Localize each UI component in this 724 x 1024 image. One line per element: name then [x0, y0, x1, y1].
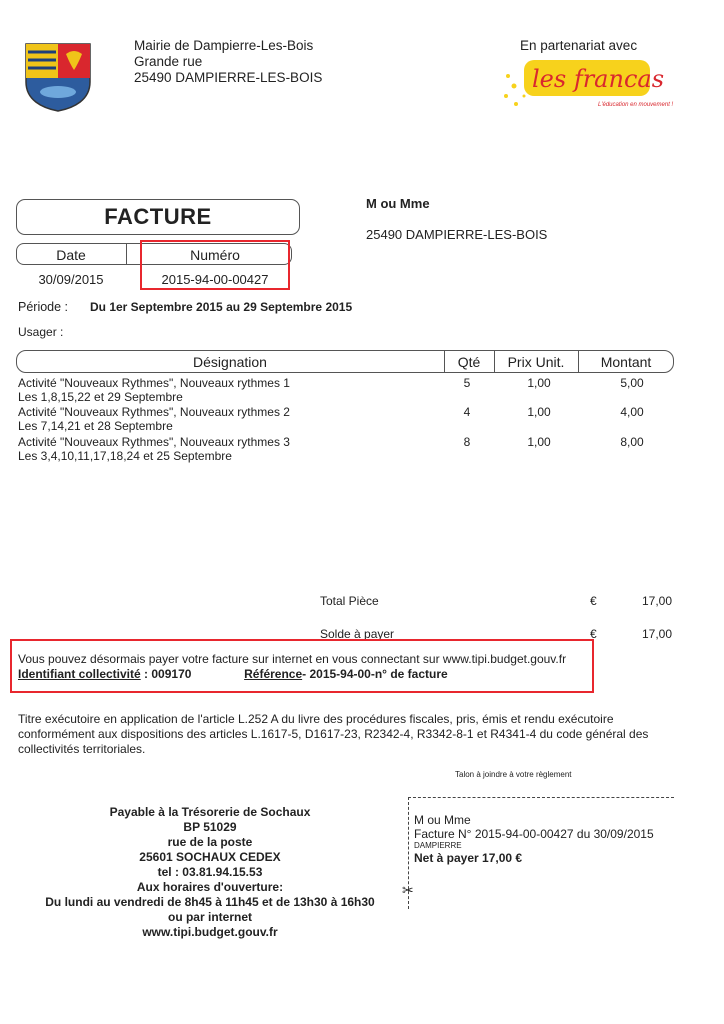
reference-value: - 2015-94-00-n° de facture [302, 667, 448, 681]
recipient-city: 25490 DAMPIERRE-LES-BOIS [366, 227, 548, 242]
total-value: 17,00 [641, 594, 672, 608]
number-label: Numéro [190, 247, 240, 263]
total-label: Total Pièce [320, 594, 379, 608]
invoice-date: 30/09/2015 [38, 272, 104, 287]
header-divider [126, 243, 127, 265]
collectivity-id-line [18, 667, 448, 681]
column-header-amount: Montant [600, 354, 652, 370]
row-qty: 4 [463, 405, 471, 419]
row-detail: Les 7,14,21 et 28 Septembre [18, 419, 173, 433]
sender-name: Mairie de Dampierre-Les-Bois [134, 38, 314, 53]
row-detail: Les 3,4,10,11,17,18,24 et 25 Septembre [18, 449, 232, 463]
online-payment-text: Vous pouvez désormais payer votre facture sur internet en vous connectant sur www.tipi.budget.gouv.fr [18, 652, 567, 666]
invoice-title: FACTURE [16, 199, 300, 235]
sender-address [134, 38, 322, 86]
balance-value: 17,00 [641, 627, 672, 641]
row-amount: 8,00 [620, 435, 644, 449]
partner-caption: En partenariat avec [520, 38, 638, 53]
balance-label: Solde à payer [320, 627, 395, 641]
invoice-number: 2015-94-00-00427 [161, 272, 269, 287]
payment-address [40, 805, 380, 940]
svg-text:les francas: les francas [532, 65, 665, 93]
row-unit-price: 1,00 [527, 435, 551, 449]
row-unit-price: 1,00 [527, 405, 551, 419]
table-row [18, 405, 290, 433]
payment-line: Payable à la Trésorerie de Sochaux [109, 805, 311, 819]
talon-caption: Talon à joindre à votre règlement [455, 770, 572, 779]
date-label: Date [56, 247, 86, 263]
collectivity-id-value: : 009170 [140, 667, 192, 681]
total-currency: € [590, 594, 597, 608]
payment-line: rue de la poste [167, 835, 253, 849]
usager-label: Usager : [18, 325, 64, 339]
invoice-number-highlight [140, 240, 290, 290]
payment-line: 25601 SOCHAUX CEDEX [139, 850, 281, 864]
payment-line: tel : 03.81.94.15.53 [157, 865, 263, 879]
row-qty: 8 [463, 435, 471, 449]
sender-street: Grande rue [134, 54, 203, 69]
period-value: Du 1er Septembre 2015 au 29 Septembre 2015 [90, 300, 353, 314]
row-designation: Activité "Nouveaux Rythmes", Nouveaux rythmes 3 [18, 435, 290, 449]
row-unit-price: 1,00 [527, 376, 551, 390]
municipal-crest-logo [24, 42, 92, 112]
payment-line: Du lundi au vendredi de 8h45 à 11h45 et de 13h30 à 16h30 [45, 895, 375, 909]
talon-town: DAMPIERRE [414, 841, 462, 850]
row-qty: 5 [463, 376, 471, 390]
balance-currency: € [590, 627, 597, 641]
period-label: Période : [18, 300, 69, 314]
reference-label: Référence [244, 667, 303, 681]
talon-invoice-line: Facture N° 2015-94-00-00427 du 30/09/2015 [414, 827, 654, 841]
les-francas-logo [500, 56, 680, 126]
table-row [18, 435, 290, 463]
recipient-name: M ou Mme [366, 196, 430, 211]
online-payment-highlight [10, 639, 594, 693]
talon-net-amount: Net à payer 17,00 € [414, 851, 523, 865]
column-header-qty: Qté [457, 354, 481, 370]
table-row [18, 376, 290, 404]
column-header-unit-price: Prix Unit. [507, 354, 565, 370]
payment-line: www.tipi.budget.gouv.fr [142, 925, 278, 939]
row-amount: 5,00 [620, 376, 644, 390]
scissors-icon: ✂ [402, 882, 414, 898]
row-amount: 4,00 [620, 405, 644, 419]
row-designation: Activité "Nouveaux Rythmes", Nouveaux rythmes 2 [18, 405, 290, 419]
svg-text:L'éducation en mouvement !: L'éducation en mouvement ! [598, 102, 674, 108]
talon-name: M ou Mme [414, 813, 471, 827]
payment-line: ou par internet [167, 910, 252, 924]
row-designation: Activité "Nouveaux Rythmes", Nouveaux rythmes 1 [18, 376, 290, 390]
legal-notice: Titre exécutoire en application de l'article L.252 A du livre des procédures fiscales, pris, émis et rendu exécutoire conformément aux dispositions des articles L.1617-5, D1617-23, R2342-4, R3342-8-1 et R4341-4 du code général des collectivités territoriales. [18, 712, 649, 756]
collectivity-id-label: Identifiant collectivité [18, 667, 141, 681]
payment-line: BP 51029 [183, 820, 237, 834]
row-detail: Les 1,8,15,22 et 29 Septembre [18, 390, 183, 404]
column-header-designation: Désignation [193, 354, 267, 370]
sender-city: 25490 DAMPIERRE-LES-BOIS [134, 70, 323, 85]
payment-line: Aux horaires d'ouverture: [136, 880, 284, 894]
